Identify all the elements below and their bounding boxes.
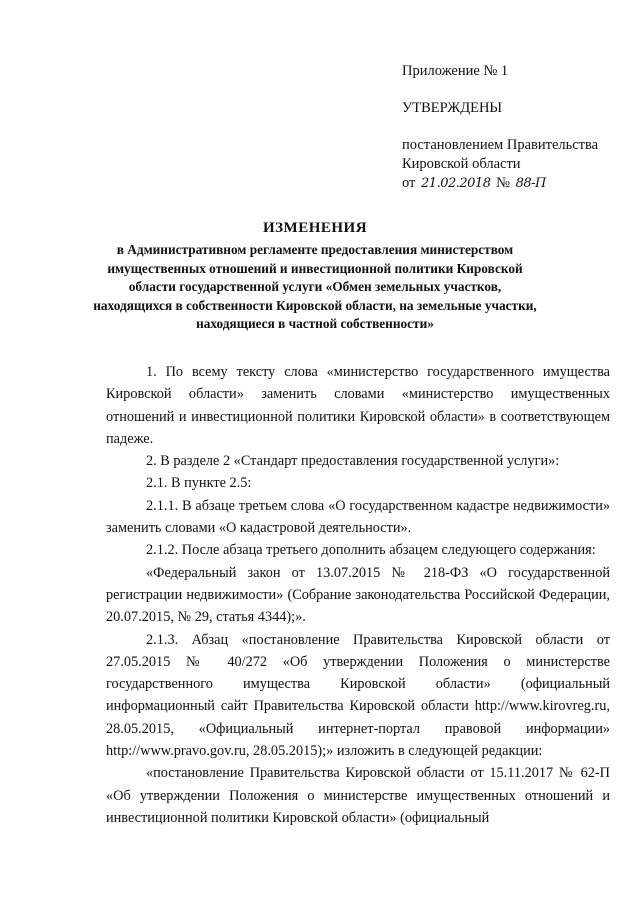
title-main: ИЗМЕНЕНИЯ xyxy=(262,220,368,236)
title-line: области государственной услуги «Обмен земельных участков, xyxy=(128,279,502,294)
paragraph: 2. В разделе 2 «Стандарт предоставления государственной услуги»: xyxy=(146,453,560,470)
paragraph: 1. По всему тексту слова «министерство государственного имущества Кировской области» заменить словами «министерство имущественных отношений и инвестиционной политики Кировской области» в соответствующем падеже. xyxy=(106,364,610,447)
approval-block xyxy=(402,62,622,193)
title-line: в Административном регламенте предоставления министерством xyxy=(116,242,514,257)
appendix-number: Приложение № 1 xyxy=(402,63,509,79)
paragraph: «Федеральный закон от 13.07.2015 № 218-ФЗ «О государственной регистрации недвижимости» (Собрание законодательства Российской Федерации, 20.07.2015, № 29, статья 4344);». xyxy=(106,564,610,626)
paragraph: 2.1.2. После абзаца третьего дополнить абзацем следующего содержания: xyxy=(146,542,596,559)
paragraph: 2.1. В пункте 2.5: xyxy=(146,475,252,492)
document-body xyxy=(106,361,610,829)
title-line: имущественных отношений и инвестиционной политики Кировской xyxy=(107,260,523,276)
paragraph: 2.1.3. Абзац «постановление Правительства Кировской области от 27.05.2015 № 40/272 «Об утверждении Положения о министерстве государственного имущества Кировской области» (официальный информационный сайт Правительства Кировской области http://www.kirovreg.ru, 28.05.2015, «Официальный интернет-портал правовой информации» http://www.pravo.gov.ru, 28.05.2015);» изложить в следующей редакции: xyxy=(106,631,610,760)
approval-line-2: Кировской области xyxy=(402,156,521,172)
approval-date-line xyxy=(402,174,622,193)
title-subtitle xyxy=(90,241,540,334)
paragraph: 2.1.1. В абзаце третьем слова «О государственном кадастре недвижимости» заменить словами «О кадастровой деятельности». xyxy=(106,497,610,537)
approved-heading: УТВЕРЖДЕНЫ xyxy=(402,100,503,116)
title-line: находящиеся в частной собственности» xyxy=(196,316,434,331)
paragraph: «постановление Правительства Кировской области от 15.11.2017 № 62-П «Об утверждении Положения о министерстве имущественных отношений и инвестиционной политики Кировской области» (официальный xyxy=(106,765,610,826)
number-prefix: № xyxy=(496,175,510,191)
handwritten-number: 88-П xyxy=(515,176,546,191)
document-title xyxy=(90,220,540,334)
title-line: находящихся в собственности Кировской области, на земельные участки, xyxy=(93,297,537,313)
handwritten-date: 21.02.2018 xyxy=(421,176,491,191)
approval-line-1: постановлением Правительства xyxy=(402,137,599,153)
date-prefix: от xyxy=(402,175,416,191)
